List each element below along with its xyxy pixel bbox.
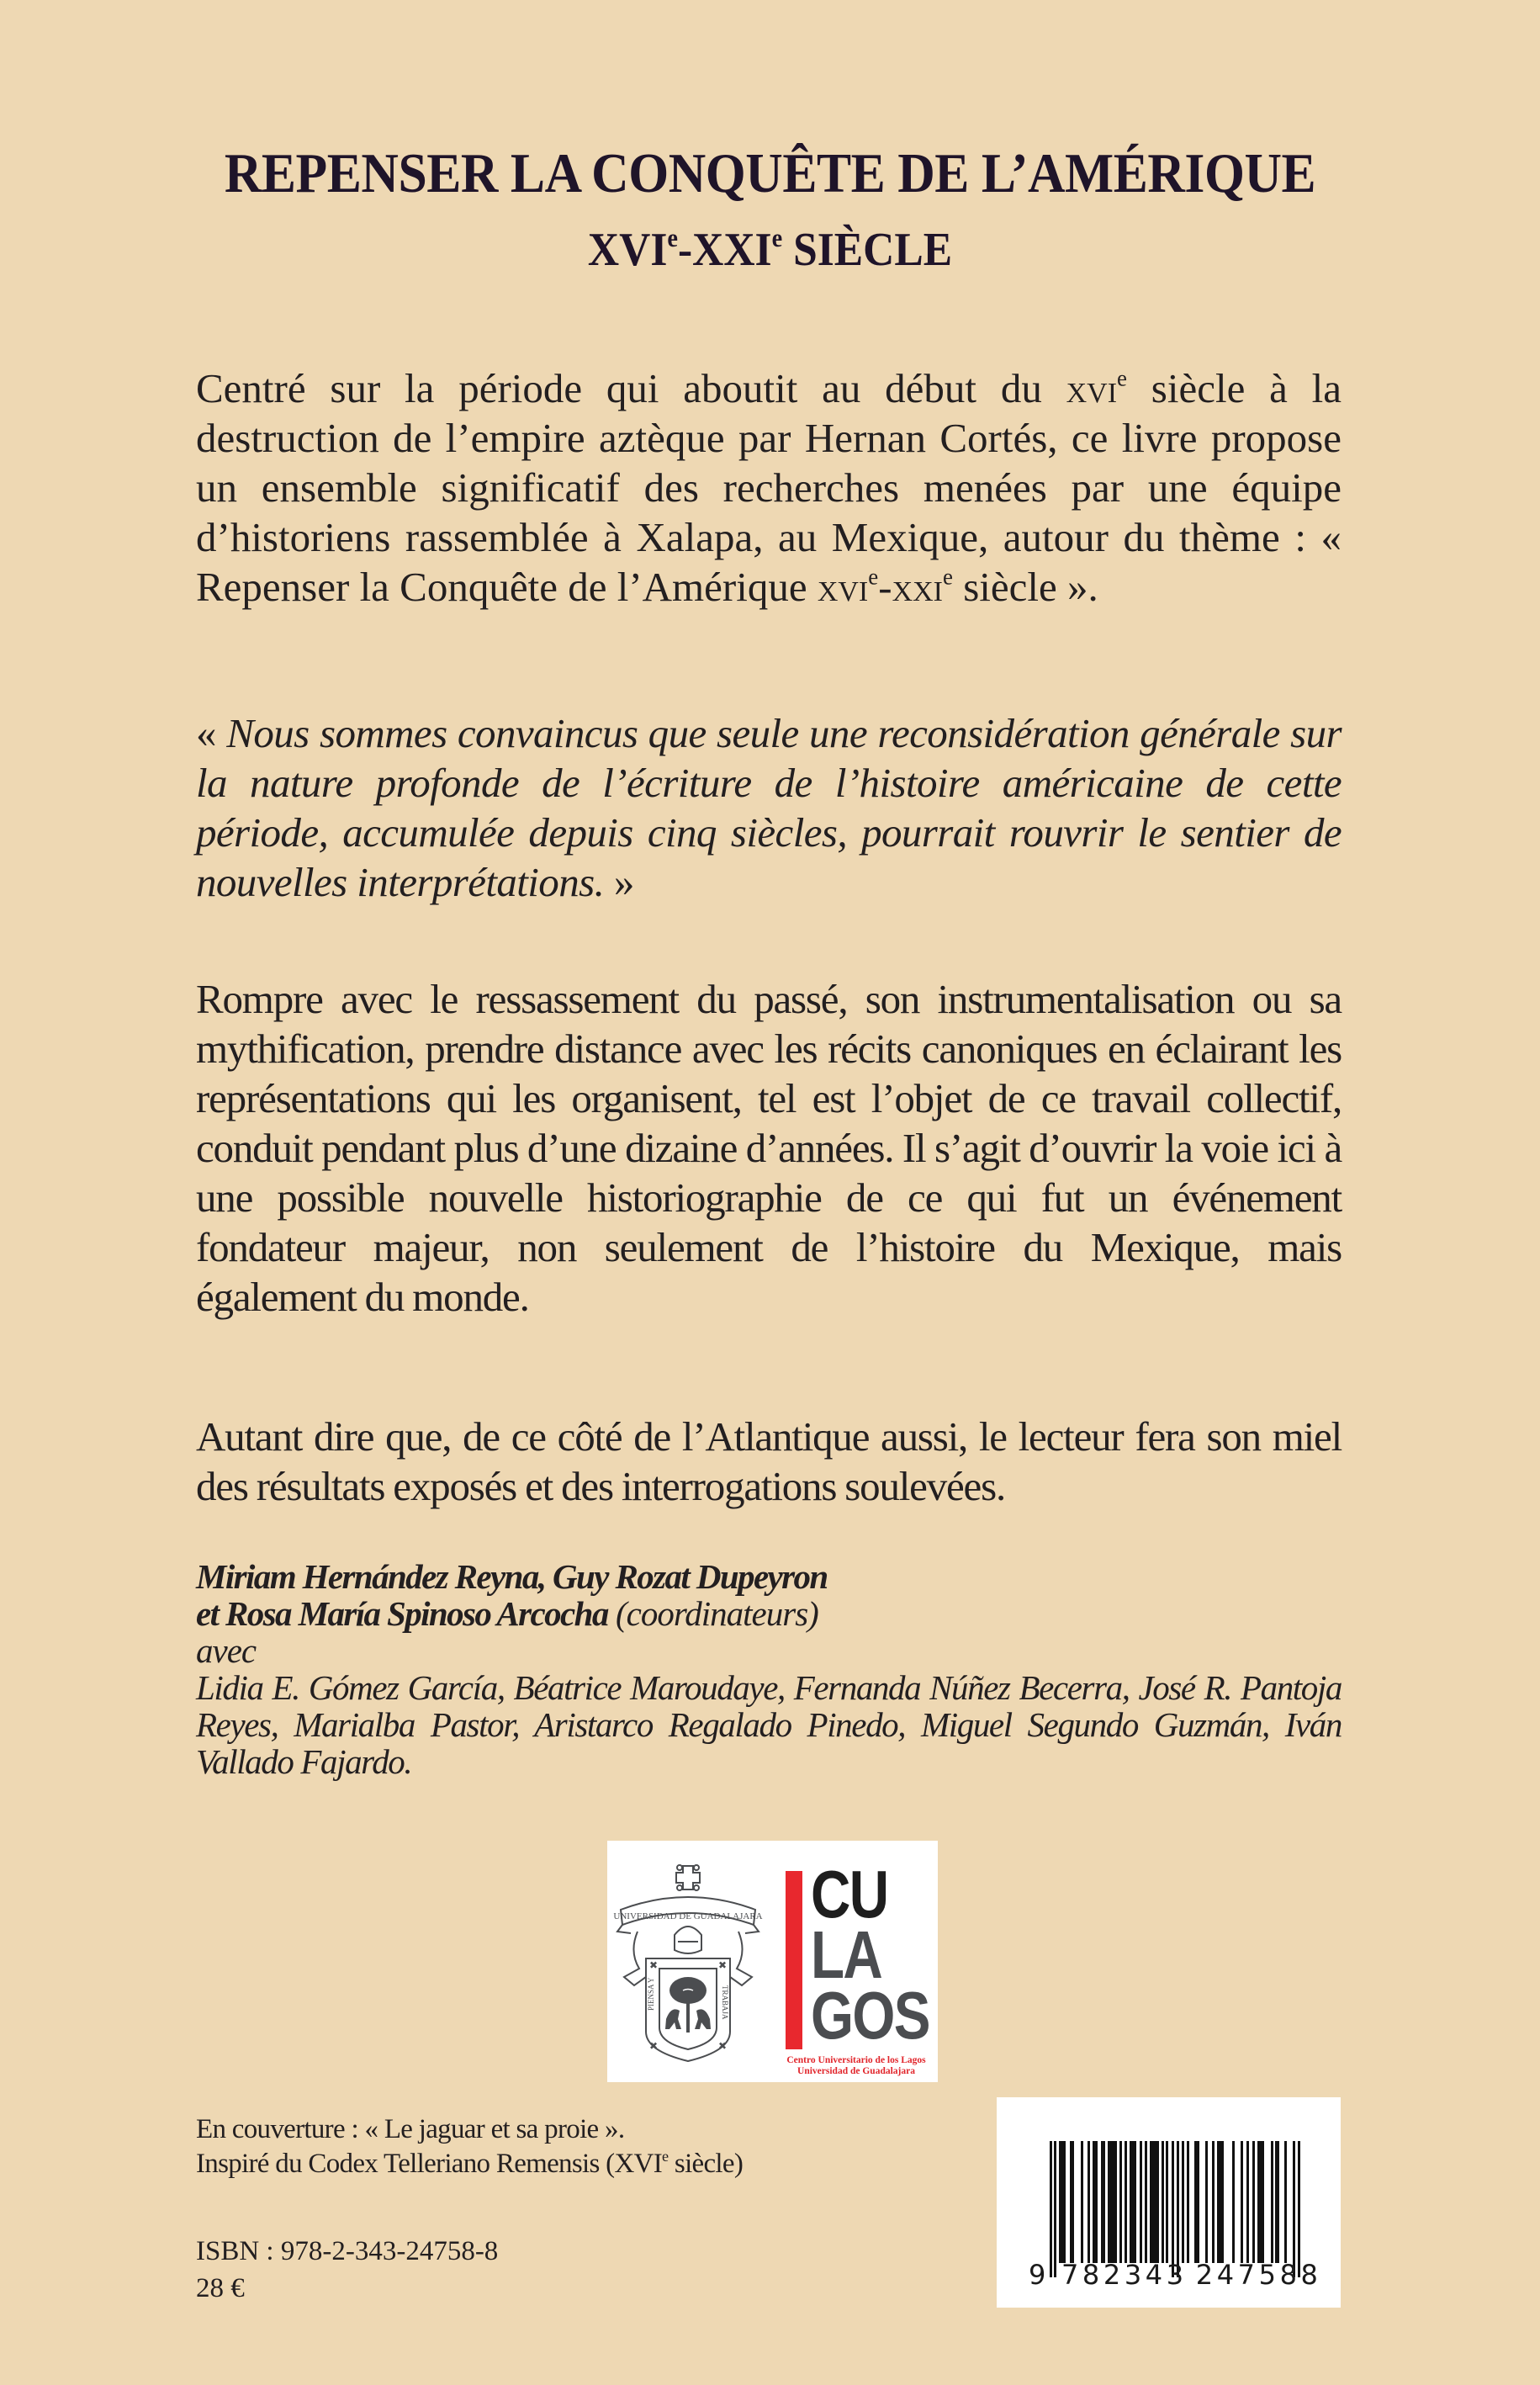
book-subtitle: XVIe-XXIe SIÈCLE <box>587 223 953 276</box>
culagos-logo: CU LA GOS <box>811 1857 929 2053</box>
svg-text:UNIVERSIDAD DE GUADALAJARA: UNIVERSIDAD DE GUADALAJARA <box>613 1911 763 1921</box>
with-label: avec <box>196 1631 257 1670</box>
coordinators-line-2: et Rosa María Spinoso Arcocha (coordinateurs) <box>196 1594 818 1633</box>
summary-paragraph-3: Rompre avec le ressassement du passé, son instrumentalisation ou sa mythification, prendre distance avec les récits canoniques en éclairant les représentations qui les organisent, tel est l’objet de ce travail collectif, conduit pendant plus d’une dizaine d’années. Il s’agit d’ouvrir la voie ici à une possible nouvelle historiographie de ce qui fut un événement fondateur majeur, non seulement de l’histoire du Mexique, mais également du monde. <box>196 976 1342 1320</box>
price: 28 € <box>196 2273 245 2303</box>
summary-paragraph-1: Centré sur la période qui aboutit au début du xvi$^e$ siècle à la destruction de l’empire aztèque par Hernan Cortés, ce livre propose un ensemble significatif des recherches menées par une équipe d’historiens rassemblée à Xalapa, au Mexique, autour du thème : « Repenser la Conquête de l’Amérique xvi$^e$-xxi$^e$ siècle ». <box>196 365 1342 610</box>
svg-text:PIENSA Y: PIENSA Y <box>647 1977 655 2011</box>
university-crest-icon <box>612 1851 764 2070</box>
quote-paragraph: « Nous sommes convaincus que seule une reconsidération générale sur la nature profonde de l’écriture de l’histoire américaine de cette période, accumulée depuis cinq siècles, pourrait rouvrir le sentier de nouvelles interprétations. » <box>196 710 1342 905</box>
isbn-price-block <box>196 2233 498 2307</box>
svg-text:TRABAJA: TRABAJA <box>721 1985 729 2020</box>
svg-text:✖: ✖ <box>649 2040 659 2052</box>
coordinators-line-1: Miriam Hernández Reyna, Guy Rozat Dupeyron <box>196 1557 828 1596</box>
svg-text:✖: ✖ <box>649 1959 659 1971</box>
culagos-caption: Centro Universitario de los Lagos Universidad de Guadalajara <box>786 2055 926 2076</box>
culagos-accent-bar <box>786 1871 802 2049</box>
institution-logos <box>607 1841 938 2082</box>
authors-block <box>196 1558 1342 1780</box>
svg-text:✖: ✖ <box>718 2040 728 2052</box>
isbn: ISBN : 978-2-343-24758-8 <box>196 2236 499 2266</box>
contributors-list: Lidia E. Gómez García, Béatrice Maroudaye, Fernanda Núñez Becerra, José R. Pantoja Reyes, Marialba Pastor, Aristarco Regalado Pinedo, Miguel Segundo Guzmán, Iván Vallado Fajardo. <box>196 1668 1342 1781</box>
coordinators-role: (coordinateurs) <box>607 1594 818 1633</box>
book-title: REPENSER LA CONQUÊTE DE L’AMÉRIQUE <box>224 142 1316 204</box>
cover-credit: En couverture : « Le jaguar et sa proie ». Inspiré du Codex Telleriano Remensis (XVIe siècle) <box>196 2114 744 2179</box>
barcode-digits: 9 782343 247588 <box>1029 2259 1322 2291</box>
isbn-barcode <box>997 2097 1341 2308</box>
svg-text:✖: ✖ <box>718 1959 728 1971</box>
summary-paragraph-4: Autant dire que, de ce côté de l’Atlantique aussi, le lecteur fera son miel des résultats exposés et des interrogations soulevées. <box>196 1413 1342 1509</box>
